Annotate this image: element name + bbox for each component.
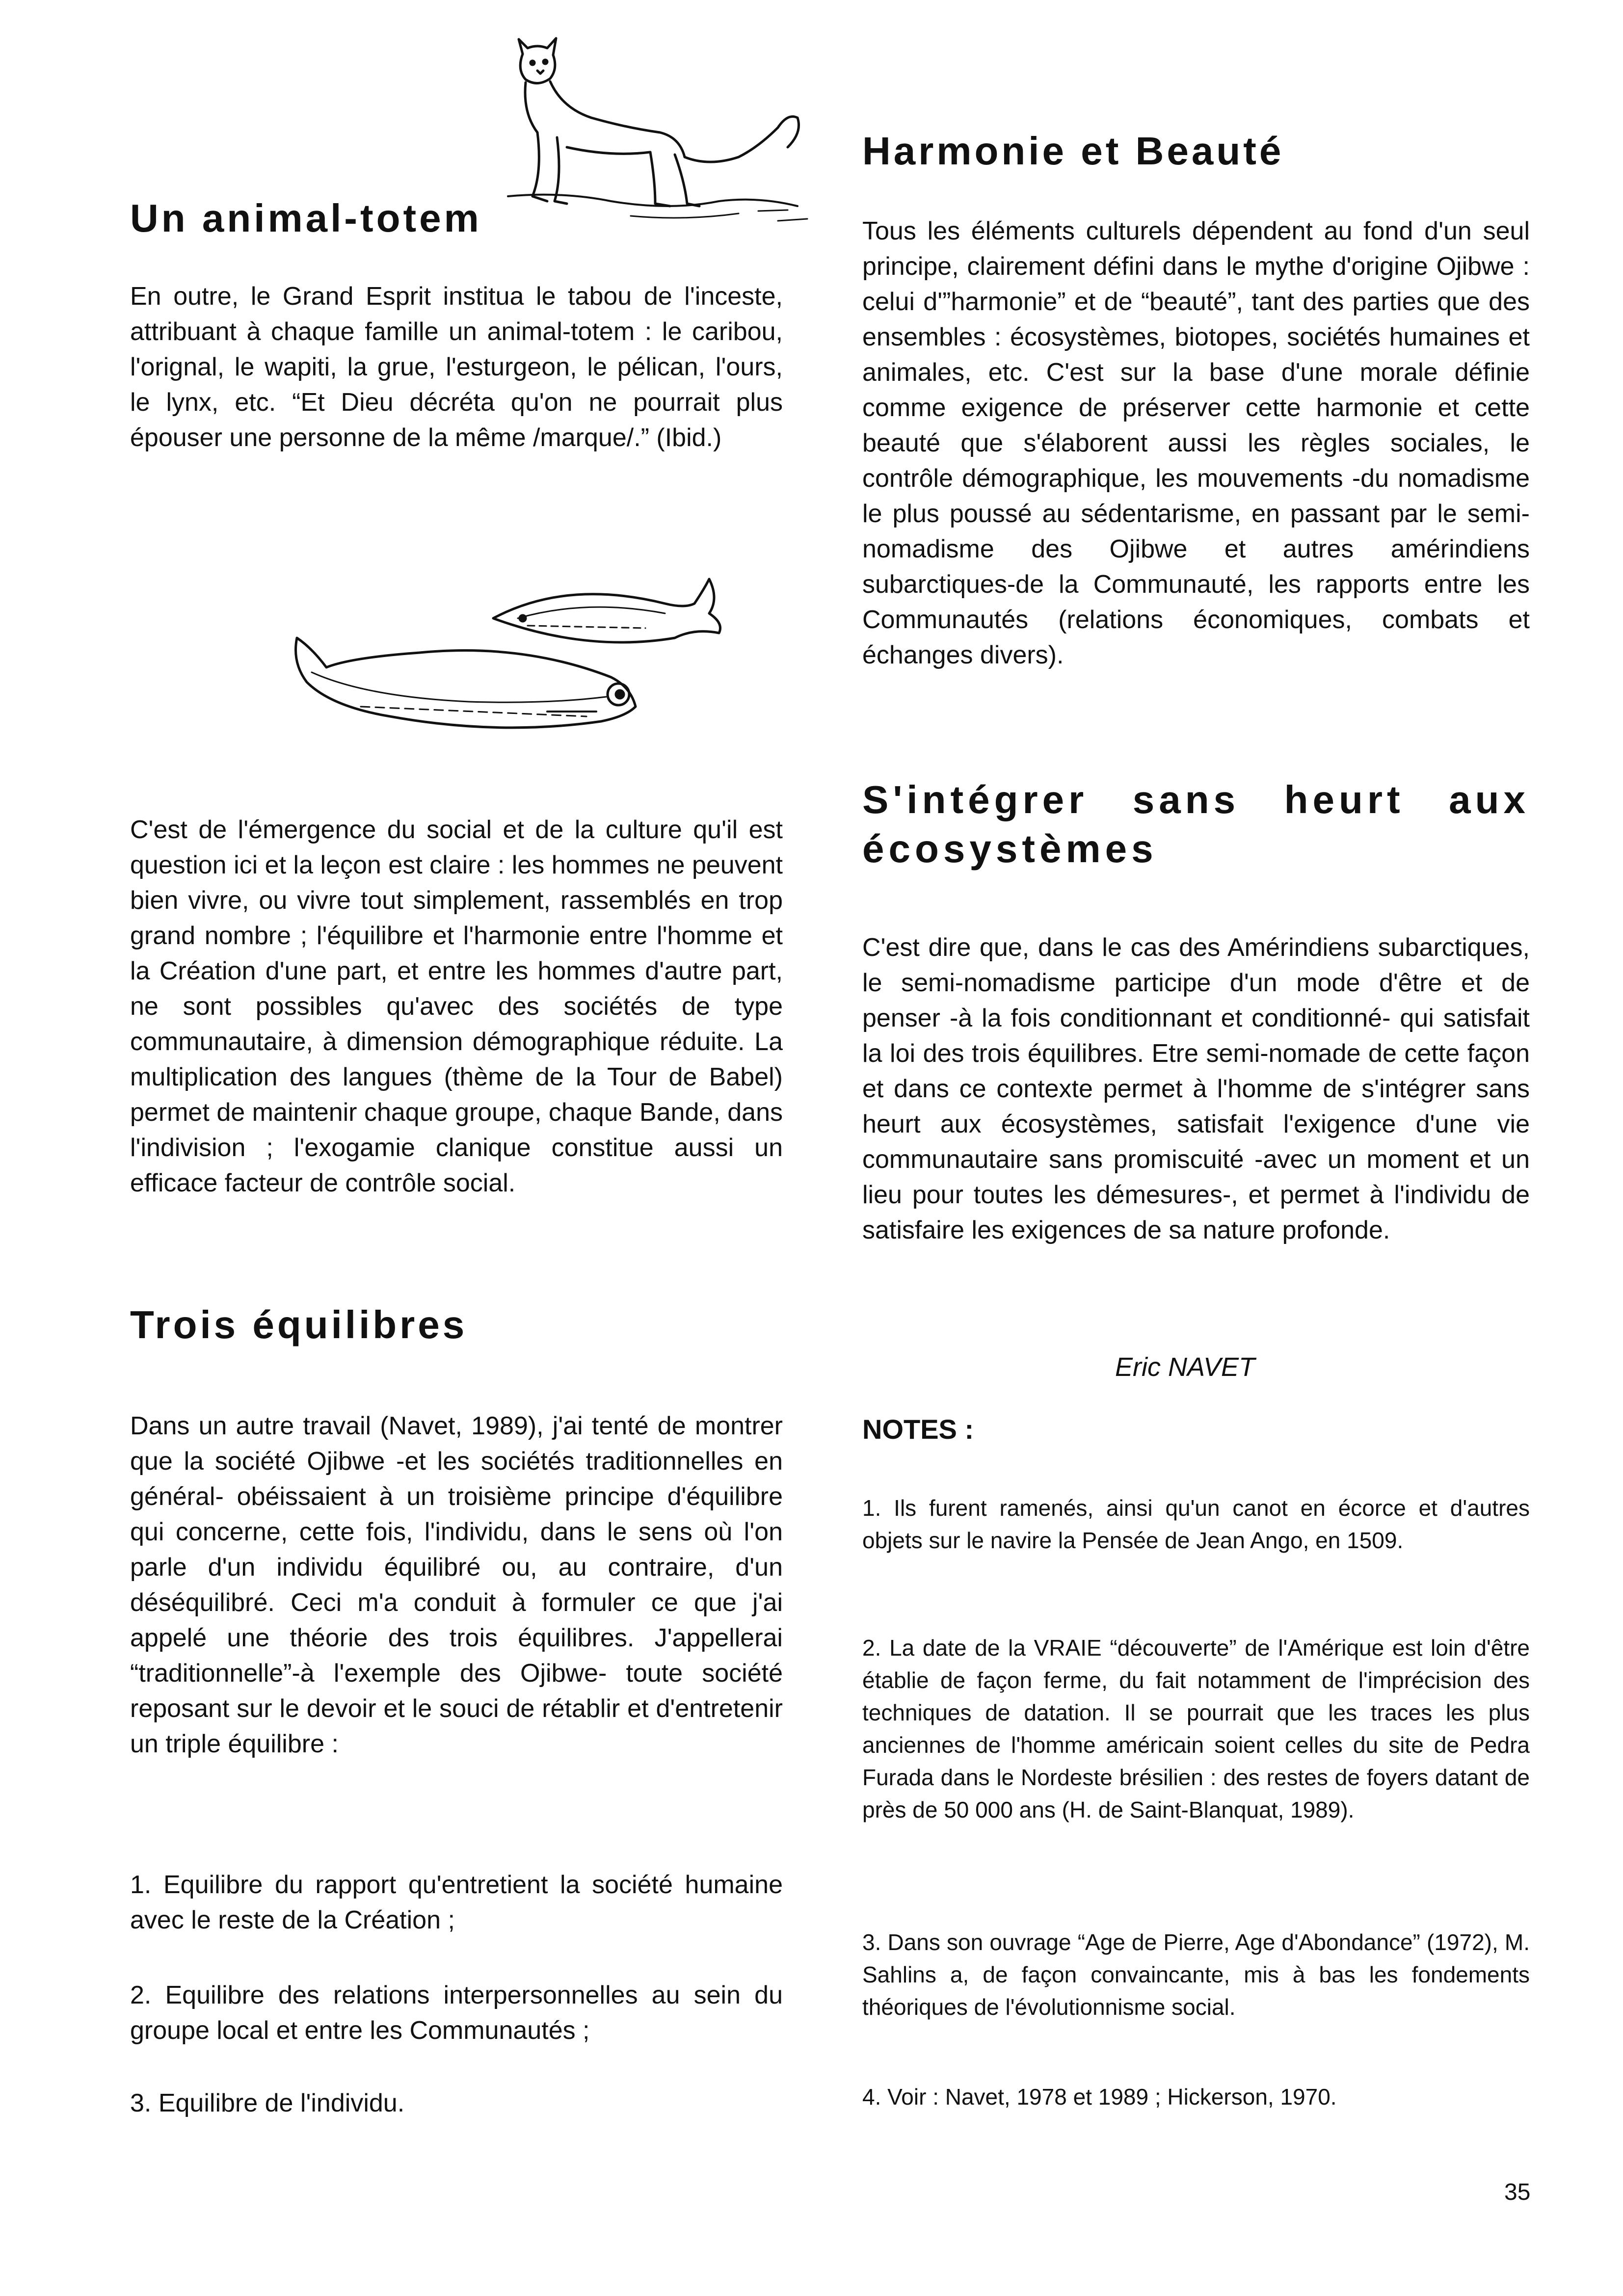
heading-animal-totem: Un animal-totem [130, 196, 482, 240]
cat-illustration-icon [464, 34, 856, 250]
heading-trois-equilibres: Trois équilibres [130, 1303, 468, 1346]
notes-title: NOTES : [862, 1414, 974, 1445]
paragraph-integrer: C'est dire que, dans le cas des Amérindiens subarctiques, le semi-nomadisme participe d'un mode d'être et de penser -à la fois conditionnant et conditionné- qui satisfait la loi des trois équilibres. Etre semi-nomade de cette façon et dans ce contexte permet à l'homme de s'intégrer sans heurt aux écosystèmes, satisfait l'exigence d'une vie communautaire sans promiscuité -avec un moment et un lieu pour toutes les démesures-, et permet à l'individu de satisfaire les exigences de sa nature profonde. [862, 933, 1530, 1244]
note-2: 2. La date de la VRAIE “découverte” de l'Amérique est loin d'être établie de façon ferme, du fait notamment de l'imprécision des techniques de datation. Il se pourrait que les traces les plus anciennes de l'homme américain soient celles du site de Pedra Furada dans le Nordeste brésilien : des restes de foyers datant de près de 50 000 ans (H. de Saint-Blanquat, 1989). [862, 1635, 1530, 1822]
paragraph-harmonie: Tous les éléments culturels dépendent au fond d'un seul principe, clairement défini dans le mythe d'origine Ojibwe : celui d'”harmonie” et de “beauté”, tant des parties que des ensembles : écosystèmes, biotopes, sociétés humaines et animales, etc. C'est sur la base d'une morale définie comme exigence de préserver cette harmonie et cette beauté que s'élaborent aussi les règles sociales, le contrôle démographique, les mouvements -du nomadisme le plus poussé au sédentarisme, en passant par le semi-nomadisme des Ojibwe et autres amérindiens subarctiques-de la Communauté, les rapports entre les Communautés (relations économiques, combats et échanges divers). [862, 217, 1530, 669]
paragraph-totem: En outre, le Grand Esprit institua le tabou de l'inceste, attribuant à chaque famille un animal-totem : le caribou, l'orignal, le wapiti, la grue, l'esturgeon, le pélican, l'ours, le lynx, etc. “Et Dieu décréta qu'on ne pourrait plus épouser une personne de la même /marque/.” (Ibid.) [130, 282, 783, 452]
paragraph-trois-equilibres: Dans un autre travail (Navet, 1989), j'ai tenté de montrer que la société Ojibwe -et les sociétés traditionnelles en général- obéissaient à un troisième principe d'équilibre qui concerne, cette fois, l'individu, dans le sens où l'on parle d'un individu équilibré ou, au contraire, d'un déséquilibré. Ceci m'a conduit à formuler ce que j'ai appelé une théorie des trois équilibres. J'appellerai “traditionnelle”-à l'exemple des Ojibwe- toute société reposant sur le devoir et le souci de rétablir et d'entretenir un triple équilibre : [130, 1412, 783, 1758]
paragraph-emergence: C'est de l'émergence du social et de la culture qu'il est question ici et la leçon est claire : les hommes ne peuvent bien vivre, ou vivre tout simplement, rassemblés en trop grand nombre ; l'équilibre et l'harmonie entre l'homme et la Création d'une part, et entre les hommes d'autre part, ne sont possibles qu'avec des sociétés de type communautaire, à dimension démographique réduite. La multiplication des langues (thème de la Tour de Babel) permet de maintenir chaque groupe, chaque Bande, dans l'indivision ; l'exogamie clanique constitue aussi un efficace facteur de contrôle social. [130, 816, 783, 1197]
signature: Eric NAVET [1115, 1352, 1255, 1382]
list-item-2: 2. Equilibre des relations interpersonnelles au sein du groupe local et entre les Communautés ; [130, 1981, 783, 2045]
heading-integrer: S'intégrer sans heurt aux écosystèmes [862, 778, 1530, 871]
note-3: 3. Dans son ouvrage “Age de Pierre, Age d'Abondance” (1972), M. Sahlins a, de façon convaincante, mis à bas les fondements théoriques de l'évolutionnisme social. [862, 1929, 1530, 2020]
list-item-3: 3. Equilibre de l'individu. [130, 2089, 405, 2117]
heading-harmonie-beaute: Harmonie et Beauté [862, 129, 1284, 173]
fish-illustration-icon [292, 569, 793, 765]
note-1: 1. Ils furent ramenés, ainsi qu'un canot en écorce et d'autres objets sur le navire la Pensée de Jean Ango, en 1509. [862, 1495, 1530, 1553]
page-number: 35 [1504, 2179, 1531, 2205]
list-item-1: 1. Equilibre du rapport qu'entretient la société humaine avec le reste de la Création ; [130, 1871, 783, 1934]
note-4: 4. Voir : Navet, 1978 et 1989 ; Hickerson, 1970. [862, 2084, 1337, 2110]
